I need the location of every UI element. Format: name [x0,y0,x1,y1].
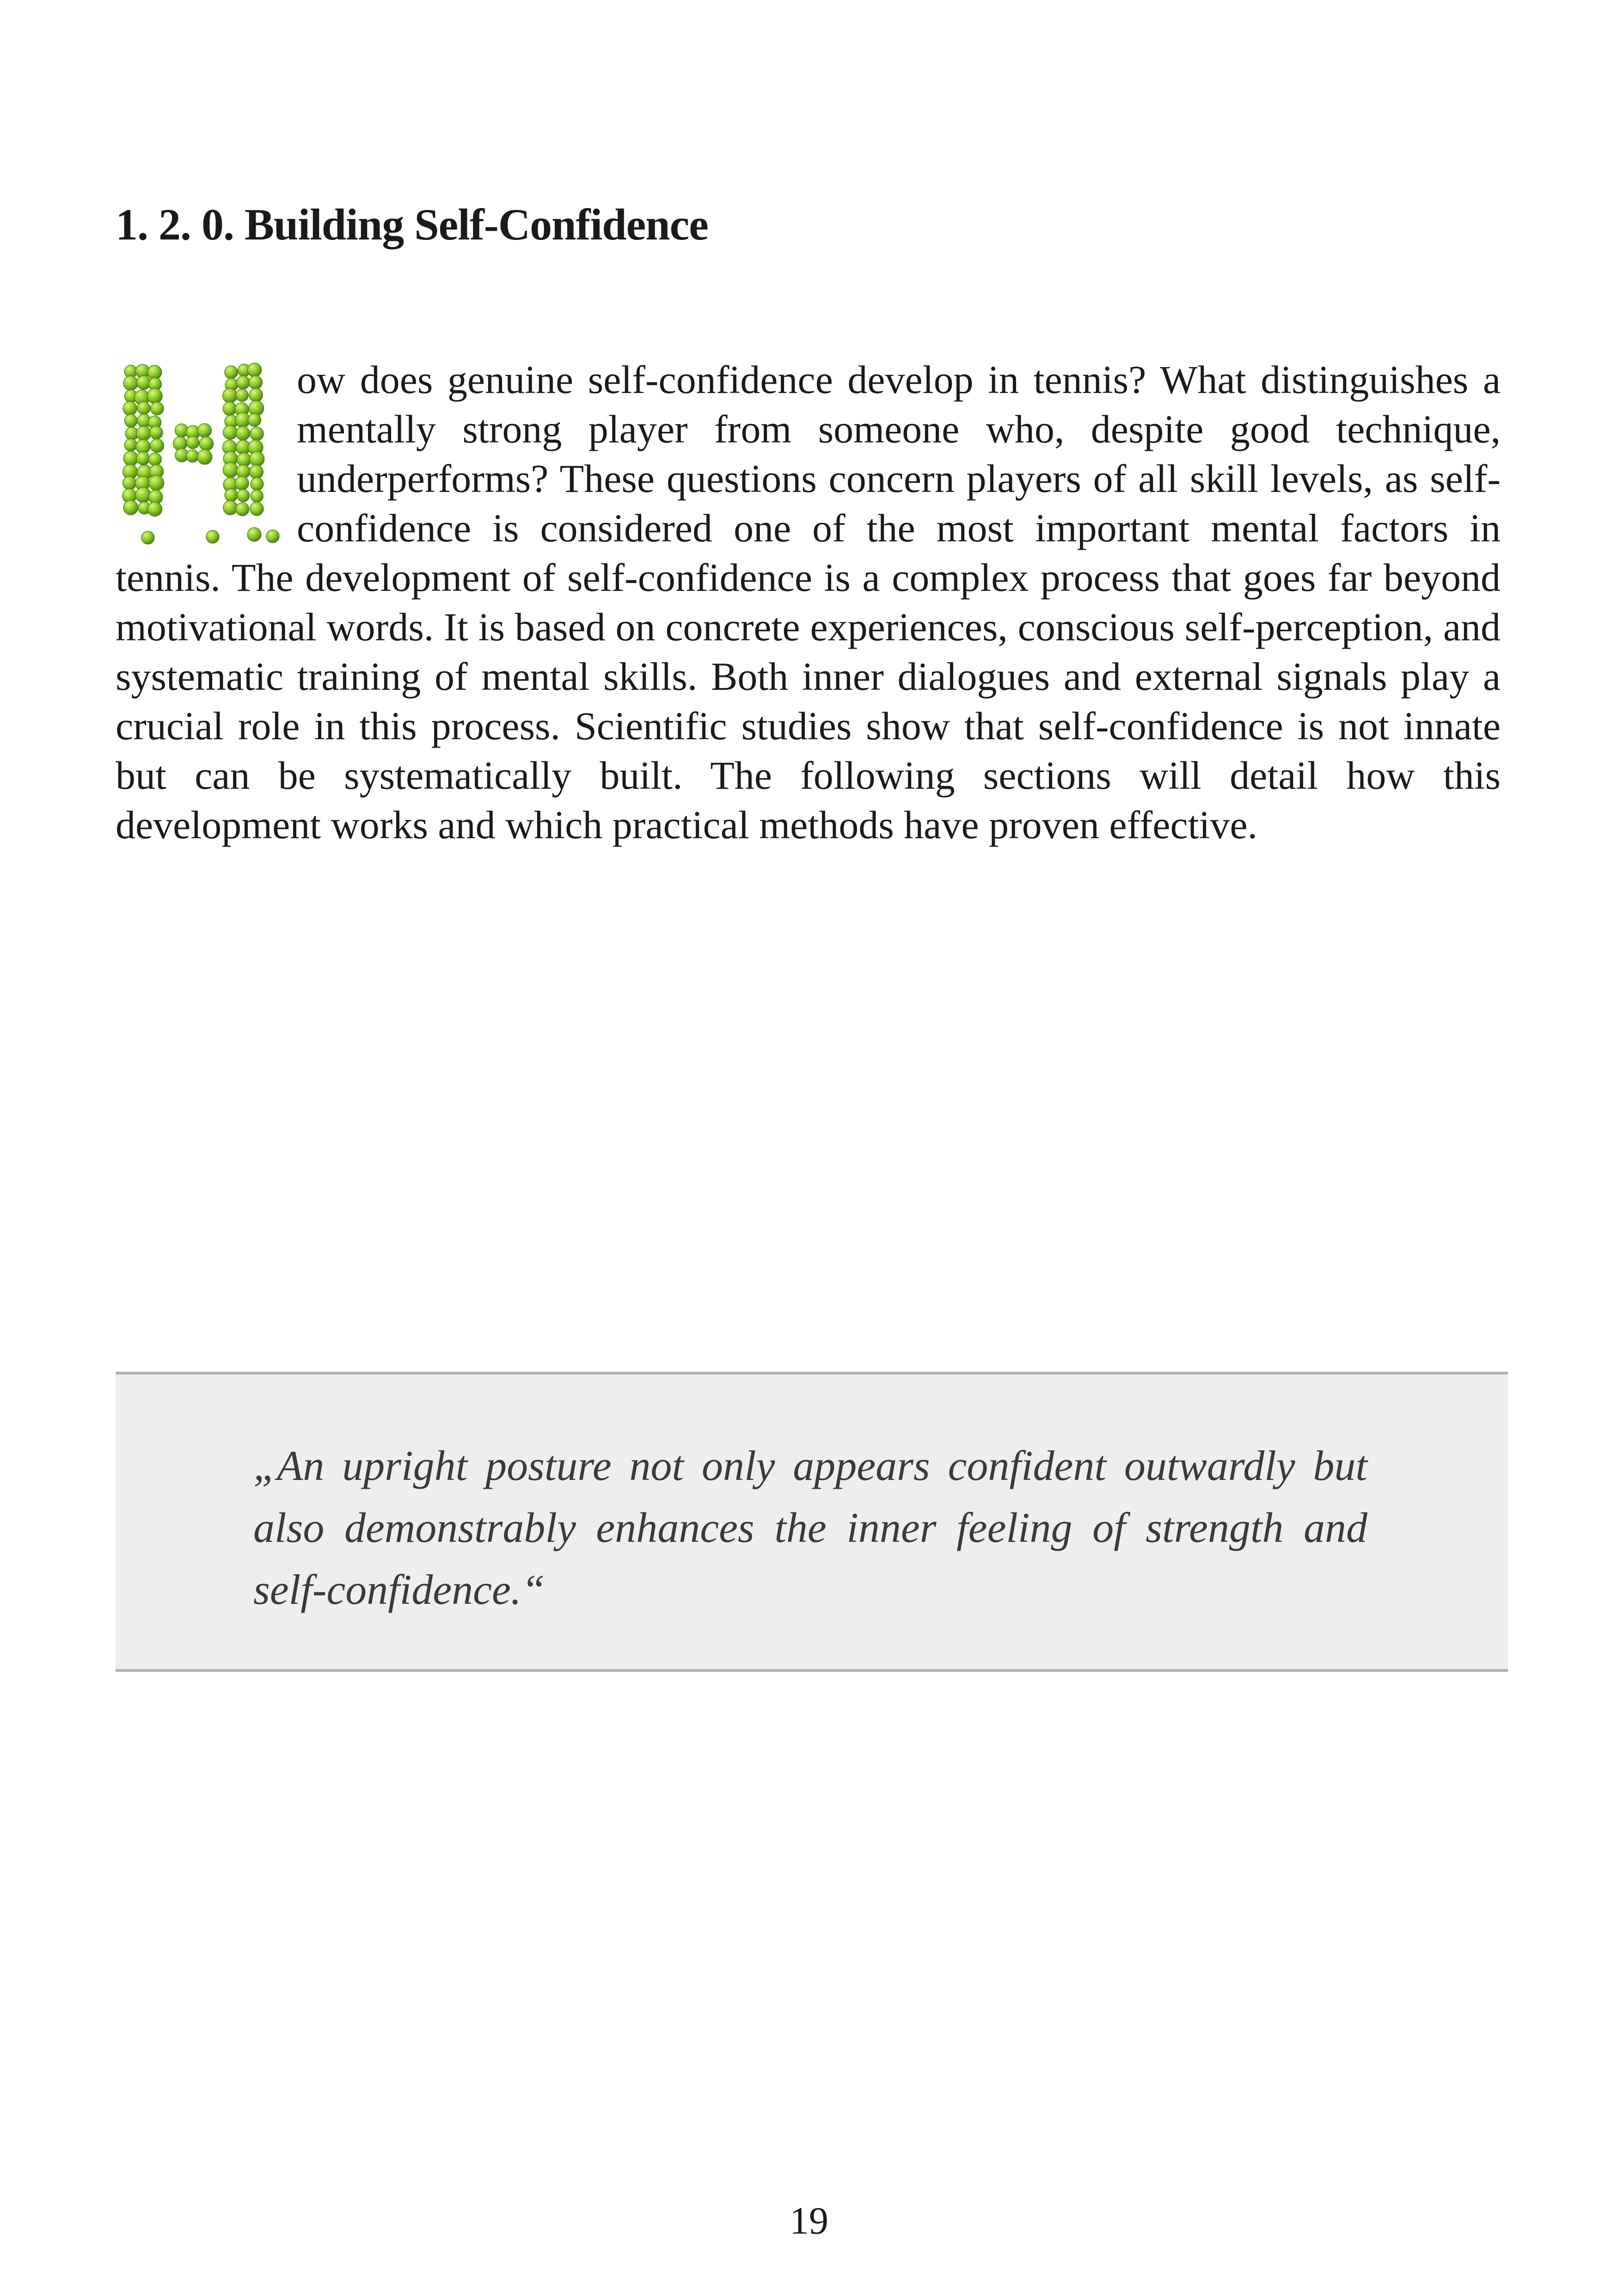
tennis-ball-icon [151,402,164,415]
tennis-ball-icon [199,437,213,451]
tennis-ball-icon [124,414,137,427]
tennis-ball-icon [251,490,263,503]
tennis-ball-letter-h-icon [116,355,282,547]
tennis-ball-icon [235,476,249,490]
tennis-ball-icon [249,376,262,389]
tennis-ball-icon [136,452,150,465]
tennis-ball-icon [150,439,164,453]
tennis-ball-icon [150,426,163,439]
tennis-ball-icon [123,451,138,466]
tennis-ball-icon [206,530,219,543]
tennis-ball-icon [123,401,137,415]
tennis-ball-icon [149,475,164,491]
tennis-ball-icon [135,487,151,503]
tennis-ball-icon [266,530,279,543]
tennis-ball-icon [248,413,261,426]
tennis-ball-icon [251,478,264,491]
tennis-ball-icon [186,436,199,449]
pull-quote-box [116,1372,1508,1672]
tennis-ball-icon [236,503,249,516]
pull-quote-text: „An upright posture not only appears confident outwardly but also demonstrably enhances the inner feeling of strength and self-confidence.“ [253,1442,1367,1613]
tennis-ball-icon [225,489,238,502]
tennis-ball-icon [123,476,136,490]
tennis-ball-icon [136,426,151,441]
tennis-ball-icon [236,389,248,402]
tennis-ball-icon [237,376,250,389]
tennis-ball-icon [247,528,261,541]
tennis-ball-icon [123,376,138,391]
tennis-ball-icon [223,388,238,403]
tennis-ball-icon [123,500,138,515]
intro-paragraph [116,355,1501,850]
tennis-ball-icon [197,449,212,464]
tennis-ball-icon [147,388,162,404]
paragraph-text: ow does genuine self-confidence develop in tennis? What distinguishes a mentally strong player from someone who, despite good technique, underperforms? These questions concern players of all skill levels, as self-confidence is considered one of the most important mental factors in tennis. The development of self-confidence is a complex process that goes far beyond motivational words. It is based on concrete experiences, conscious self-perception, and systematic training of mental skills. Both inner dialogues and external signals play a crucial role in this process. Scientific studies show that self-confidence is not innate but can be systematically built. The following sections will detail how this development works and which practical methods have proven effective. [116,357,1501,847]
tennis-ball-icon [223,425,238,440]
tennis-ball-icon [250,502,264,516]
tennis-ball-icon [247,363,261,377]
tennis-ball-icon [223,501,238,515]
tennis-ball-icon [149,453,162,466]
tennis-ball-icon [186,450,199,462]
section-title: 1. 2. 0. Building Self-Confidence [116,200,708,249]
tennis-ball-icon [250,452,264,467]
tennis-ball-icon [124,439,137,451]
tennis-ball-icon [250,427,264,441]
tennis-ball-icon [225,366,238,379]
tennis-ball-icon [137,402,150,415]
tennis-ball-icon [250,465,264,479]
tennis-ball-icon [223,462,238,478]
tennis-ball-icon [237,489,250,502]
tennis-ball-icon [147,365,162,380]
tennis-ball-icon [198,424,212,437]
tennis-ball-icon [147,502,162,516]
tennis-ball-icon [223,402,236,415]
page-number: 19 [790,2199,828,2242]
tennis-ball-icon [236,426,250,440]
tennis-ball-icon [249,388,263,402]
tennis-ball-icon [141,531,154,544]
